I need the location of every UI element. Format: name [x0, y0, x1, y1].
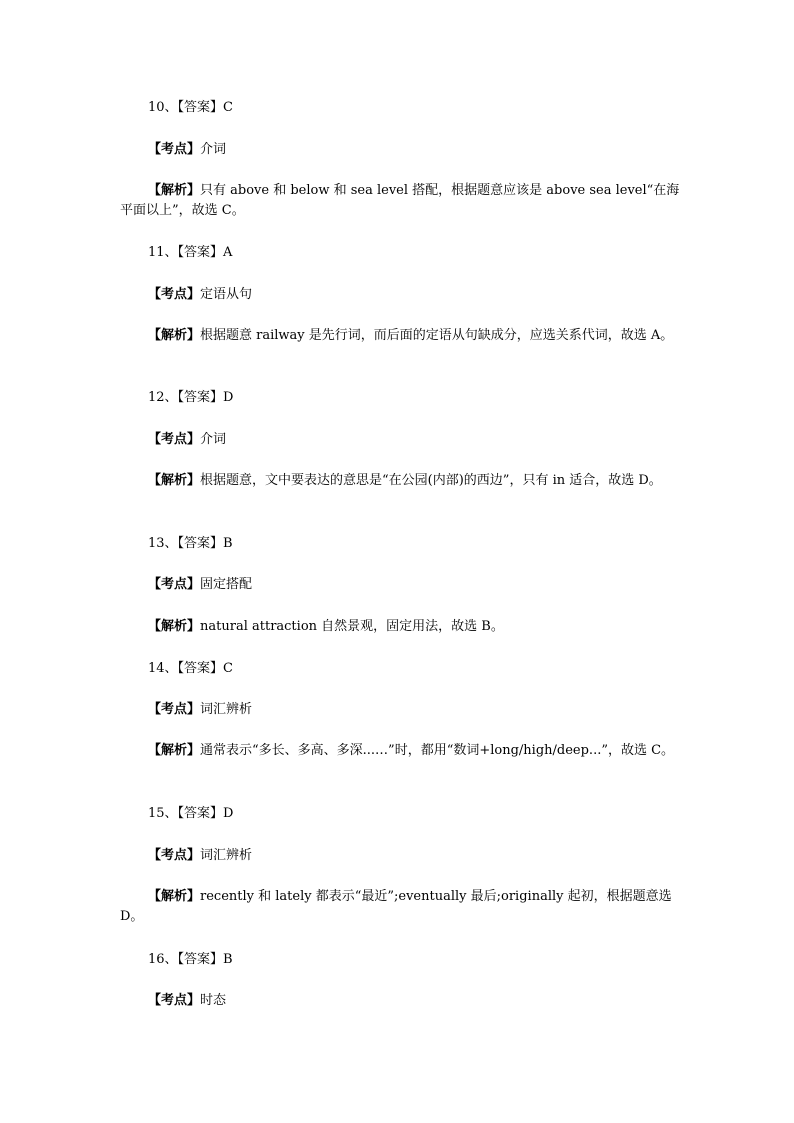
- kaodian-line: [148, 993, 226, 1009]
- answer-line: 12、【答案】D: [148, 390, 234, 405]
- jiexi-label: 【解析】: [148, 743, 201, 758]
- kaodian-text: 词汇辨析: [200, 848, 253, 863]
- jiexi-paragraph: [120, 887, 680, 927]
- kaodian-text: 时态: [200, 993, 227, 1008]
- kaodian-label: 【考点】: [148, 993, 201, 1008]
- jiexi-text: 根据题意 railway 是先行词，而后面的定语从句缺成分，应选关系代词，故选 A。: [200, 328, 674, 343]
- kaodian-line: [148, 848, 252, 864]
- kaodian-label: 【考点】: [148, 577, 201, 592]
- jiexi-label: 【解析】: [148, 619, 201, 634]
- jiexi-paragraph: [120, 741, 680, 761]
- jiexi-paragraph: [120, 617, 680, 637]
- jiexi-paragraph: [120, 181, 680, 221]
- jiexi-text: natural attraction 自然景观，固定用法，故选 B。: [200, 619, 504, 634]
- kaodian-label: 【考点】: [148, 142, 201, 157]
- jiexi-label: 【解析】: [148, 889, 201, 904]
- answer-line: 14、【答案】C: [148, 661, 233, 676]
- kaodian-text: 词汇辨析: [200, 702, 253, 717]
- jiexi-label: 【解析】: [148, 473, 201, 488]
- kaodian-line: [148, 142, 226, 158]
- kaodian-label: 【考点】: [148, 848, 201, 863]
- kaodian-line: [148, 577, 252, 593]
- jiexi-text: 只有 above 和 below 和 sea level 搭配，根据题意应该是 above sea level“在海平面以上”，故选 C。: [120, 183, 680, 218]
- kaodian-text: 固定搭配: [200, 577, 253, 592]
- jiexi-paragraph: [120, 326, 680, 346]
- kaodian-label: 【考点】: [148, 432, 201, 447]
- jiexi-text: recently 和 lately 都表示“最近”;eventually 最后;originally 起初，根据题意选 D。: [120, 889, 672, 924]
- kaodian-label: 【考点】: [148, 702, 201, 717]
- kaodian-line: [148, 702, 252, 718]
- kaodian-text: 介词: [200, 142, 227, 157]
- kaodian-text: 定语从句: [200, 287, 253, 302]
- jiexi-text: 通常表示“多长、多高、多深...…”时，都用“数词+long/high/deep...”，故选 C。: [200, 743, 675, 758]
- kaodian-text: 介词: [200, 432, 227, 447]
- answer-line: 11、【答案】A: [148, 245, 233, 260]
- kaodian-line: [148, 287, 252, 303]
- jiexi-label: 【解析】: [148, 183, 201, 198]
- answer-line: 15、【答案】D: [148, 806, 234, 821]
- answer-line: 16、【答案】B: [148, 952, 233, 967]
- jiexi-text: 根据题意，文中要表达的意思是“在公园(内部)的西边”，只有 in 适合，故选 D。: [200, 473, 662, 488]
- answer-line: 10、【答案】C: [148, 100, 233, 115]
- jiexi-label: 【解析】: [148, 328, 201, 343]
- kaodian-label: 【考点】: [148, 287, 201, 302]
- kaodian-line: [148, 432, 226, 448]
- jiexi-paragraph: [120, 471, 680, 491]
- answer-line: 13、【答案】B: [148, 536, 233, 551]
